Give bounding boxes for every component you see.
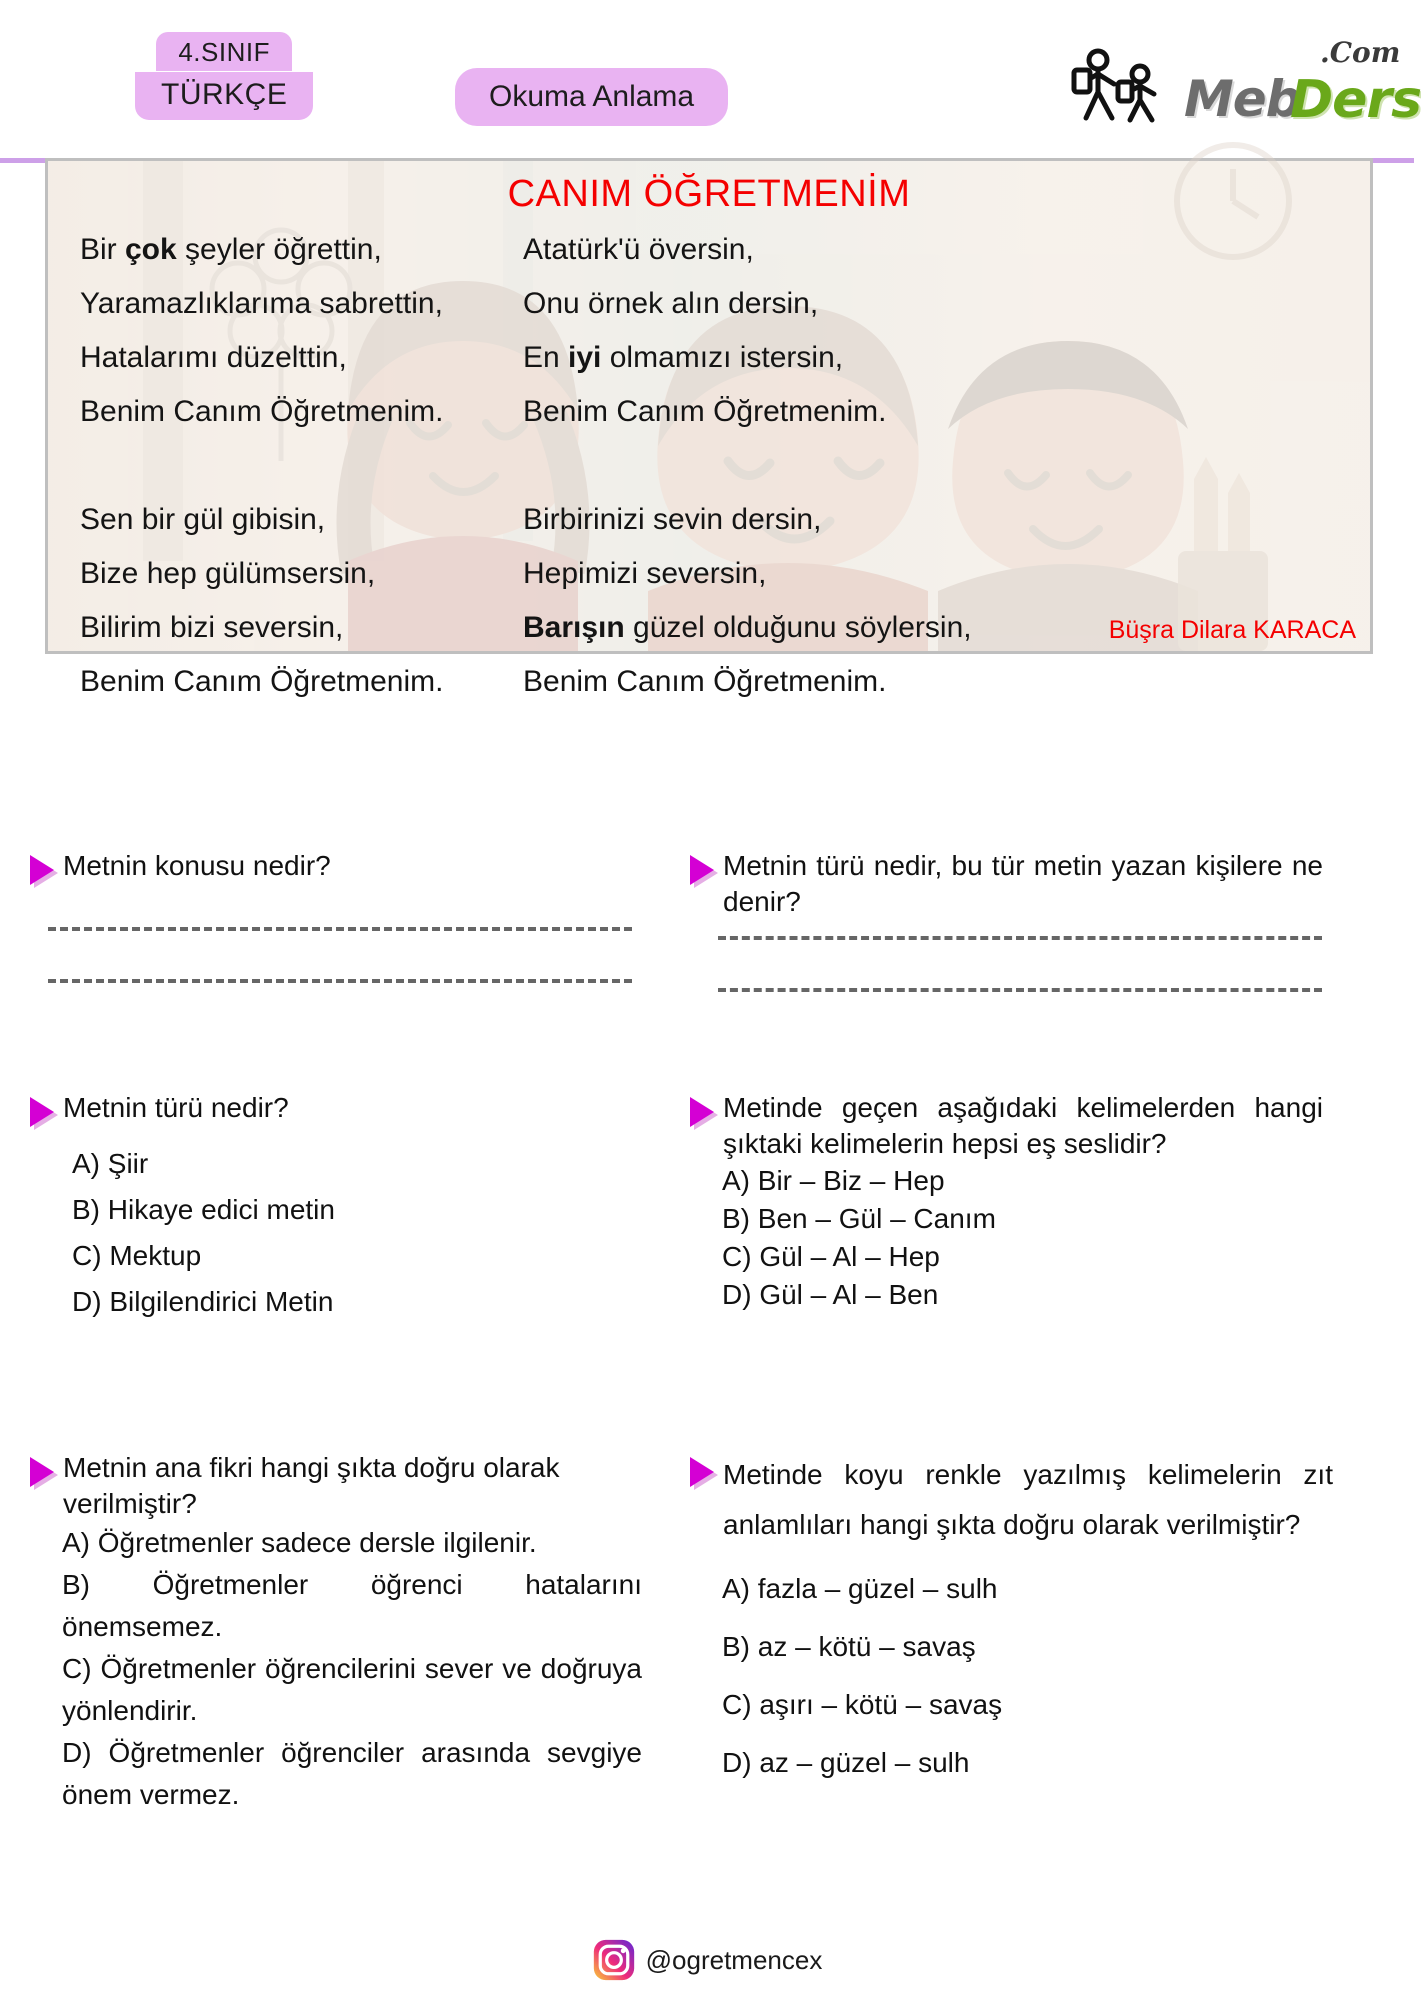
- grade-badge: 4.SINIF: [156, 32, 292, 71]
- question-3-options: [30, 1141, 650, 1325]
- option-a[interactable]: A) Şiir: [72, 1148, 149, 1179]
- option-a[interactable]: A) Bir – Biz – Hep: [722, 1165, 945, 1196]
- question-1-prompt: Metnin konusu nedir?: [63, 850, 331, 881]
- stanza-gap: [523, 439, 1143, 493]
- question-3: [30, 1090, 650, 1325]
- option-a[interactable]: A) fazla – güzel – sulh: [722, 1573, 998, 1604]
- poem-line-r1: Atatürk'ü översin,: [523, 233, 754, 266]
- poem-right-column: [523, 223, 1143, 709]
- question-3-prompt: Metnin türü nedir?: [63, 1092, 289, 1123]
- poem-line-8: Benim Canım Öğretmenim.: [80, 665, 444, 698]
- triangle-bullet-icon: [30, 1097, 54, 1127]
- question-1: [30, 848, 650, 983]
- poem-bold-barisin: Barışın: [523, 611, 625, 644]
- option-c[interactable]: C) Mektup: [72, 1240, 202, 1271]
- topic-badge: Okuma Anlama: [455, 68, 728, 126]
- triangle-bullet-icon: [690, 855, 714, 885]
- poem-line-4: Benim Canım Öğretmenim.: [80, 395, 444, 428]
- answer-line[interactable]: [48, 979, 632, 983]
- poem-line-7: Bilirim bizi seversin,: [80, 611, 344, 644]
- reading-text-box: [45, 158, 1373, 698]
- question-5-prompt: Metnin ana fikri hangi şıkta doğru olarak verilmiştir?: [63, 1452, 560, 1519]
- poem-line-2: Yaramazlıklarıma sabrettin,: [80, 287, 443, 320]
- logo-com-text: .Com: [1320, 36, 1401, 69]
- poem-line-r2: Onu örnek alın dersin,: [523, 287, 819, 320]
- triangle-bullet-icon: [30, 1457, 54, 1487]
- option-a[interactable]: A) Öğretmenler sadece dersle ilgilenir.: [62, 1527, 537, 1558]
- option-b[interactable]: B) az – kötü – savaş: [722, 1631, 976, 1662]
- option-c[interactable]: C) aşırı – kötü – savaş: [722, 1689, 1003, 1720]
- option-b[interactable]: B) Öğretmenler öğrenci hatalarını önemsemez.: [62, 1569, 642, 1642]
- poem-title: CANIM ÖĞRETMENİM: [507, 173, 911, 215]
- question-4: [690, 1090, 1350, 1314]
- question-2-header: [690, 848, 1350, 920]
- question-2-prompt: Metnin türü nedir, bu tür metin yazan kişilere ne denir?: [723, 850, 1323, 917]
- poem-line-1c: şeyler öğrettin,: [176, 233, 382, 266]
- two-walking-students-icon: [1062, 48, 1182, 124]
- question-5: [30, 1450, 670, 1816]
- instagram-icon[interactable]: [592, 1938, 636, 1982]
- poem-line-3: Hatalarımı düzelttin,: [80, 341, 347, 374]
- instagram-handle: @ogretmencex: [645, 1944, 823, 1975]
- poem-left-column: [80, 223, 550, 709]
- answer-line[interactable]: [48, 927, 632, 931]
- question-5-header: [30, 1450, 670, 1522]
- triangle-bullet-icon: [690, 1457, 714, 1487]
- question-4-options: [722, 1162, 1350, 1314]
- poem-line-1a: Bir: [80, 233, 125, 266]
- question-4-header: [690, 1090, 1350, 1162]
- page-header: [0, 0, 1421, 160]
- option-b[interactable]: B) Ben – Gül – Canım: [722, 1203, 996, 1234]
- question-6-options: [722, 1560, 1350, 1792]
- stanza-gap: [80, 439, 550, 493]
- poem-line-r7b: güzel olduğunu söylersin,: [624, 611, 972, 644]
- answer-line[interactable]: [718, 936, 1322, 940]
- triangle-bullet-icon: [690, 1097, 714, 1127]
- question-1-header: [30, 848, 650, 885]
- poem-line-5: Sen bir gül gibisin,: [80, 503, 326, 536]
- option-b[interactable]: B) Hikaye edici metin: [72, 1194, 335, 1225]
- question-2: [690, 848, 1350, 992]
- question-3-header: [30, 1090, 650, 1127]
- poem-line-r3c: olmamızı istersin,: [601, 341, 844, 374]
- question-4-prompt: Metinde geçen aşağıdaki kelimelerden hangi şıktaki kelimelerin hepsi eş seslidir?: [723, 1092, 1323, 1159]
- option-c[interactable]: C) Öğretmenler öğrencilerini sever ve doğruya yönlendirir.: [62, 1653, 642, 1726]
- poem-line-6: Bize hep gülümsersin,: [80, 557, 376, 590]
- poem-bold-cok: çok: [125, 233, 177, 266]
- poem-bold-iyi: iyi: [568, 341, 602, 374]
- poem-line-r6: Hepimizi seversin,: [523, 557, 767, 590]
- subject-badge: TÜRKÇE: [135, 72, 313, 120]
- option-d[interactable]: D) Bilgilendirici Metin: [72, 1286, 334, 1317]
- question-6-prompt: Metinde koyu renkle yazılmış kelimelerin zıt anlamlıları hangi şıkta doğru olarak verilmiştir?: [723, 1459, 1333, 1540]
- poem-line-r5: Birbirinizi sevin dersin,: [523, 503, 822, 536]
- logo-ders-text: Ders: [1290, 70, 1421, 130]
- logo-meb-text: Meb: [1184, 70, 1301, 128]
- option-d[interactable]: D) Gül – Al – Ben: [722, 1279, 939, 1310]
- grade-subject-badges: [135, 32, 313, 120]
- option-d[interactable]: D) az – güzel – sulh: [722, 1747, 970, 1778]
- option-d[interactable]: D) Öğretmenler öğrenciler arasında sevgiye önem vermez.: [62, 1737, 642, 1810]
- poem-author: Büşra Dilara KARACA: [1108, 616, 1356, 644]
- question-6: [690, 1450, 1350, 1792]
- poem-line-r4: Benim Canım Öğretmenim.: [523, 395, 887, 428]
- page-footer: [0, 1938, 1414, 1982]
- triangle-bullet-icon: [30, 855, 54, 885]
- answer-line[interactable]: [718, 988, 1322, 992]
- option-c[interactable]: C) Gül – Al – Hep: [722, 1241, 940, 1272]
- question-6-header: [690, 1450, 1350, 1550]
- poem-line-r3a: En: [523, 341, 569, 374]
- mebders-logo: [1062, 36, 1421, 130]
- question-5-options: [62, 1522, 642, 1816]
- poem-line-r8: Benim Canım Öğretmenim.: [523, 665, 887, 698]
